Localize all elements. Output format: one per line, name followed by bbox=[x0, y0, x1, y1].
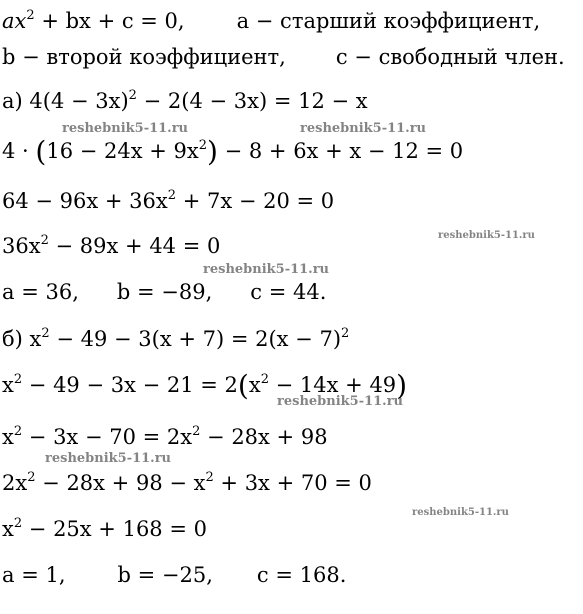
part-b-coef-c: c = 168. bbox=[256, 563, 347, 587]
exponent: 2 bbox=[40, 233, 49, 248]
part-a-l4-b: − 89x + 44 = 0 bbox=[48, 234, 221, 258]
part-a-line-4 bbox=[2, 233, 220, 259]
watermark: reshebnik5-11.ru bbox=[203, 262, 330, 277]
part-b-label: б) bbox=[2, 327, 23, 351]
part-a-coefficients bbox=[2, 279, 326, 305]
part-b-l3-a: x bbox=[2, 425, 14, 449]
var-a: ax bbox=[2, 9, 27, 33]
part-b-coef-a: a = 1, bbox=[2, 563, 66, 587]
part-b-l3-b: − 3x − 70 = 2x bbox=[22, 425, 193, 449]
part-b-l2-c: x bbox=[248, 373, 261, 397]
part-b-l5-b: − 25x + 168 = 0 bbox=[22, 517, 207, 541]
part-a-l1-left: 4(4 − 3x) bbox=[29, 89, 129, 113]
part-a-l3-b: + 7x − 20 = 0 bbox=[176, 189, 335, 213]
watermark: reshebnik5-11.ru bbox=[45, 451, 172, 466]
part-a-line-1 bbox=[2, 88, 368, 114]
exponent: 2 bbox=[13, 372, 23, 387]
part-a-l2-a: 4 · bbox=[2, 139, 36, 163]
exponent: 2 bbox=[128, 88, 137, 103]
part-b-line-1 bbox=[2, 326, 349, 352]
paren-open: ( bbox=[35, 135, 47, 168]
intro-line-1 bbox=[2, 8, 540, 34]
intro-eq-tail: + bx + c = 0, bbox=[34, 9, 185, 33]
part-b-l4-c: + 3x + 70 = 0 bbox=[213, 471, 372, 495]
part-b-l1-a: x bbox=[22, 327, 42, 351]
part-b-l4-b: − 28x + 98 − x bbox=[35, 471, 206, 495]
part-a-coef-b: b = −89, bbox=[116, 280, 213, 304]
exponent: 2 bbox=[192, 424, 201, 439]
part-b-coef-b: b = −25, bbox=[117, 563, 213, 587]
part-a-coef-a: a = 36, bbox=[2, 280, 79, 304]
part-b-l5-a: x bbox=[2, 517, 14, 541]
watermark: reshebnik5-11.ru bbox=[438, 230, 535, 241]
part-b-l2-b: − 49 − 3x − 21 = 2 bbox=[22, 373, 238, 397]
part-b-coefficients bbox=[2, 562, 346, 588]
exponent: 2 bbox=[167, 188, 177, 203]
paren-close: ) bbox=[396, 369, 408, 402]
exponent: 2 bbox=[205, 470, 214, 485]
paren-close: ) bbox=[207, 135, 218, 168]
intro-a-note: a − старший коэффициент, bbox=[236, 9, 541, 33]
watermark: reshebnik5-11.ru bbox=[277, 394, 404, 409]
paren-open: ( bbox=[237, 369, 249, 402]
part-a-label: а) bbox=[2, 89, 23, 113]
watermark: reshebnik5-11.ru bbox=[62, 121, 189, 136]
part-a-l2-c: − 8 + 6x + x − 12 = 0 bbox=[217, 139, 464, 163]
part-a-l1-right: − 2(4 − 3x) = 12 − x bbox=[136, 89, 368, 113]
exponent: 2 bbox=[26, 8, 35, 23]
part-a-l4-a: 36x bbox=[2, 234, 41, 258]
part-b-line-3 bbox=[2, 424, 328, 450]
intro-line-2 bbox=[2, 44, 565, 70]
part-a-l3-a: 64 − 96x + 36x bbox=[2, 189, 168, 213]
part-b-l1-b: − 49 − 3(x + 7) = 2(x − 7) bbox=[49, 327, 342, 351]
part-b-line-4 bbox=[2, 470, 372, 496]
part-a-l2-b: 16 − 24x + 9x bbox=[46, 139, 199, 163]
exponent: 2 bbox=[27, 470, 36, 485]
intro-b-note: b − второй коэффициент, bbox=[2, 45, 286, 69]
exponent: 2 bbox=[260, 372, 269, 387]
exponent: 2 bbox=[198, 138, 207, 153]
part-b-l2-a: x bbox=[2, 373, 14, 397]
exponent: 2 bbox=[13, 516, 23, 531]
intro-c-note: c − свободный член. bbox=[335, 45, 565, 69]
exponent: 2 bbox=[13, 424, 23, 439]
part-a-line-2 bbox=[2, 135, 464, 168]
part-b-line-5 bbox=[2, 516, 207, 542]
part-b-l4-a: 2x bbox=[2, 471, 28, 495]
part-a-coef-c: c = 44. bbox=[250, 280, 327, 304]
part-b-l3-c: − 28x + 98 bbox=[200, 425, 328, 449]
watermark: reshebnik5-11.ru bbox=[412, 507, 509, 518]
exponent: 2 bbox=[341, 326, 350, 341]
exponent: 2 bbox=[41, 326, 50, 341]
part-b-l2-d: − 14x + 49 bbox=[268, 373, 397, 397]
part-a-line-3 bbox=[2, 188, 334, 214]
watermark: reshebnik5-11.ru bbox=[300, 121, 427, 136]
